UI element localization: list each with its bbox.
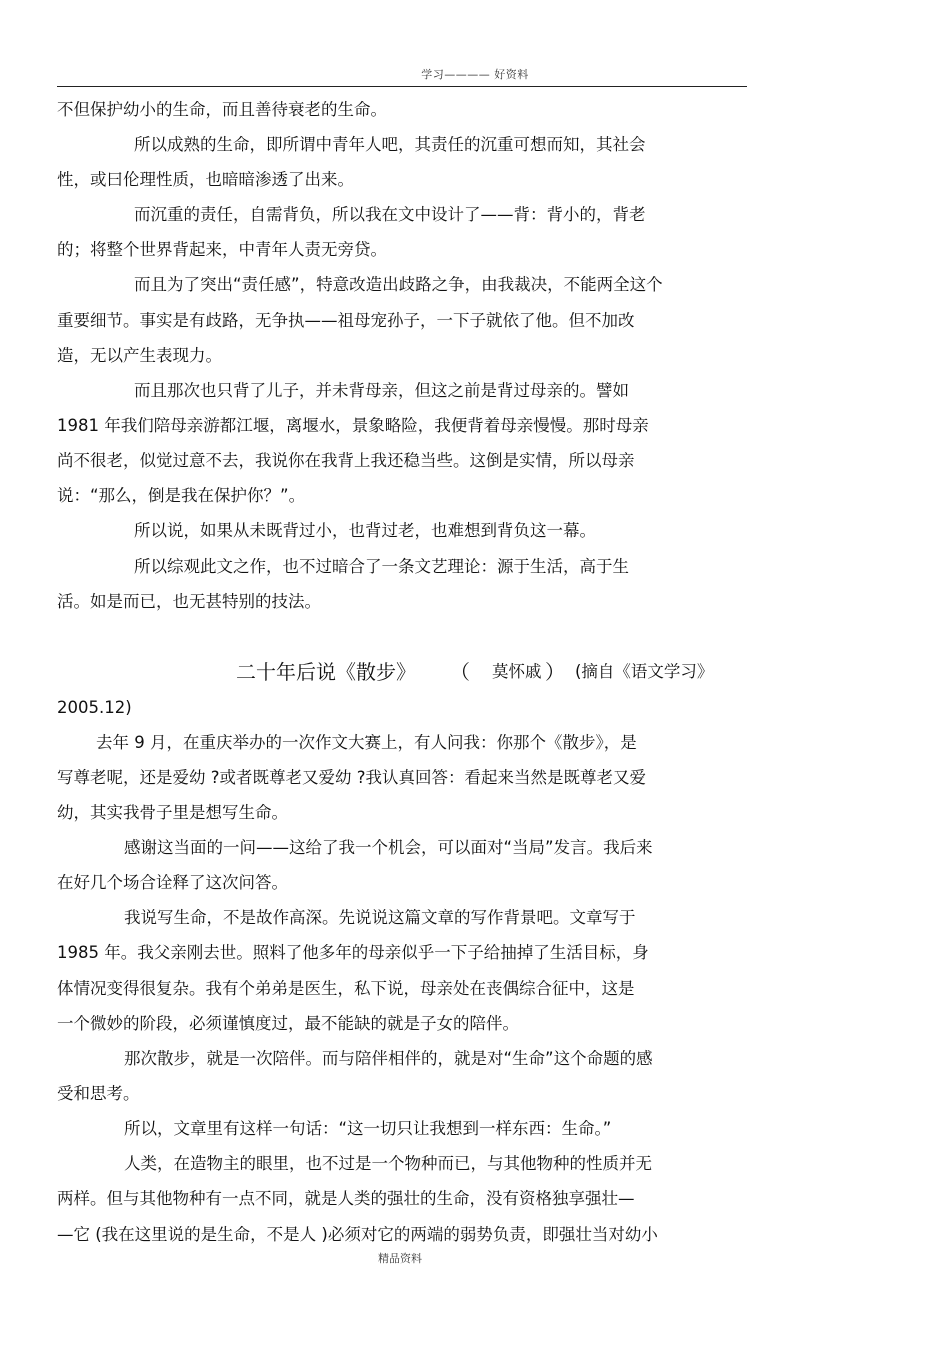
text-line: 人类，在造物主的眼里，也不过是一个物种而已，与其他物种的性质并无	[124, 1154, 652, 1173]
title-paren-open: （	[450, 660, 470, 684]
text-line: 不但保护幼小的生命，而且善待衰老的生命。	[57, 100, 387, 119]
text-line: 尚不很老，似觉过意不去，我说你在我背上我还稳当些。这倒是实情，所以母亲	[57, 451, 635, 470]
text-line: 活。如是而已，也无甚特别的技法。	[57, 592, 321, 611]
text-line: 的；将整个世界背起来，中青年人责无旁贷。	[57, 240, 387, 259]
header-rule	[57, 86, 747, 87]
text-line: 而且为了突出“责任感”，特意改造出歧路之争，由我裁决，不能两全这个	[134, 275, 663, 294]
text-line: 1981 年我们陪母亲游都江堰，离堰水，景象略险，我便背着母亲慢慢。那时母亲	[57, 416, 649, 435]
text-line: 说：“那么，倒是我在保护你？”。	[57, 486, 306, 505]
article-source: (摘自《语文学习》	[575, 662, 714, 681]
text-line: 性，或曰伦理性质，也暗暗渗透了出来。	[57, 170, 354, 189]
text-line: 所以综观此文之作，也不过暗合了一条文艺理论：源于生活，高于生	[134, 557, 629, 576]
text-line: 受和思考。	[57, 1084, 140, 1103]
text-line: 所以说，如果从未既背过小，也背过老，也难想到背负这一幕。	[134, 521, 596, 540]
text-line: 我说写生命，不是故作高深。先说说这篇文章的写作背景吧。文章写于	[124, 908, 636, 927]
title-paren-close: ）	[545, 660, 565, 684]
text-line: 那次散步，就是一次陪伴。而与陪伴相伴的，就是对“生命”这个命题的感	[124, 1049, 653, 1068]
page-header: 学习———— 好资料	[421, 68, 529, 81]
text-line: 而且那次也只背了儿子，并未背母亲，但这之前是背过母亲的。譬如	[134, 381, 629, 400]
text-line: 所以，文章里有这样一句话：“这一切只让我想到一样东西：生命。”	[124, 1119, 612, 1138]
text-line: 一个微妙的阶段，必须谨慎度过，最不能缺的就是子女的陪伴。	[57, 1014, 519, 1033]
text-line: 幼，其实我骨子里是想写生命。	[57, 803, 288, 822]
page-footer: 精品资料	[378, 1252, 422, 1265]
text-line: —它 (我在这里说的是生命，不是人 )必须对它的两端的弱势负责，即强壮当对幼小	[57, 1225, 658, 1244]
text-line: 所以成熟的生命，即所谓中青年人吧，其责任的沉重可想而知，其社会	[134, 135, 646, 154]
text-line: 感谢这当面的一问——这给了我一个机会，可以面对“当局”发言。我后来	[124, 838, 653, 857]
text-line: 重要细节。事实是有歧路，无争执——祖母宠孙子，一下子就依了他。但不加改	[57, 311, 635, 330]
text-line: 去年 9 月，在重庆举办的一次作文大赛上，有人问我：你那个《散步》，是	[96, 733, 637, 752]
text-line: 两样。但与其他物种有一点不同，就是人类的强壮的生命，没有资格独享强壮—	[57, 1189, 635, 1208]
text-line: 体情况变得很复杂。我有个弟弟是医生，私下说，母亲处在丧偶综合征中，这是	[57, 979, 635, 998]
article-title: 二十年后说《散步》	[236, 660, 416, 684]
article-author: 莫怀戚	[492, 662, 542, 681]
text-line: 造，无以产生表现力。	[57, 346, 222, 365]
text-line: 写尊老呢，还是爱幼 ?或者既尊老又爱幼 ?我认真回答：看起来当然是既尊老又爱	[57, 768, 647, 787]
text-line: 而沉重的责任，自需背负，所以我在文中设计了——背：背小的，背老	[134, 205, 646, 224]
article-source-continued: 2005.12)	[57, 698, 132, 717]
text-line: 在好几个场合诠释了这次问答。	[57, 873, 288, 892]
text-line: 1985 年。我父亲刚去世。照料了他多年的母亲似乎一下子给抽掉了生活目标，身	[57, 943, 649, 962]
